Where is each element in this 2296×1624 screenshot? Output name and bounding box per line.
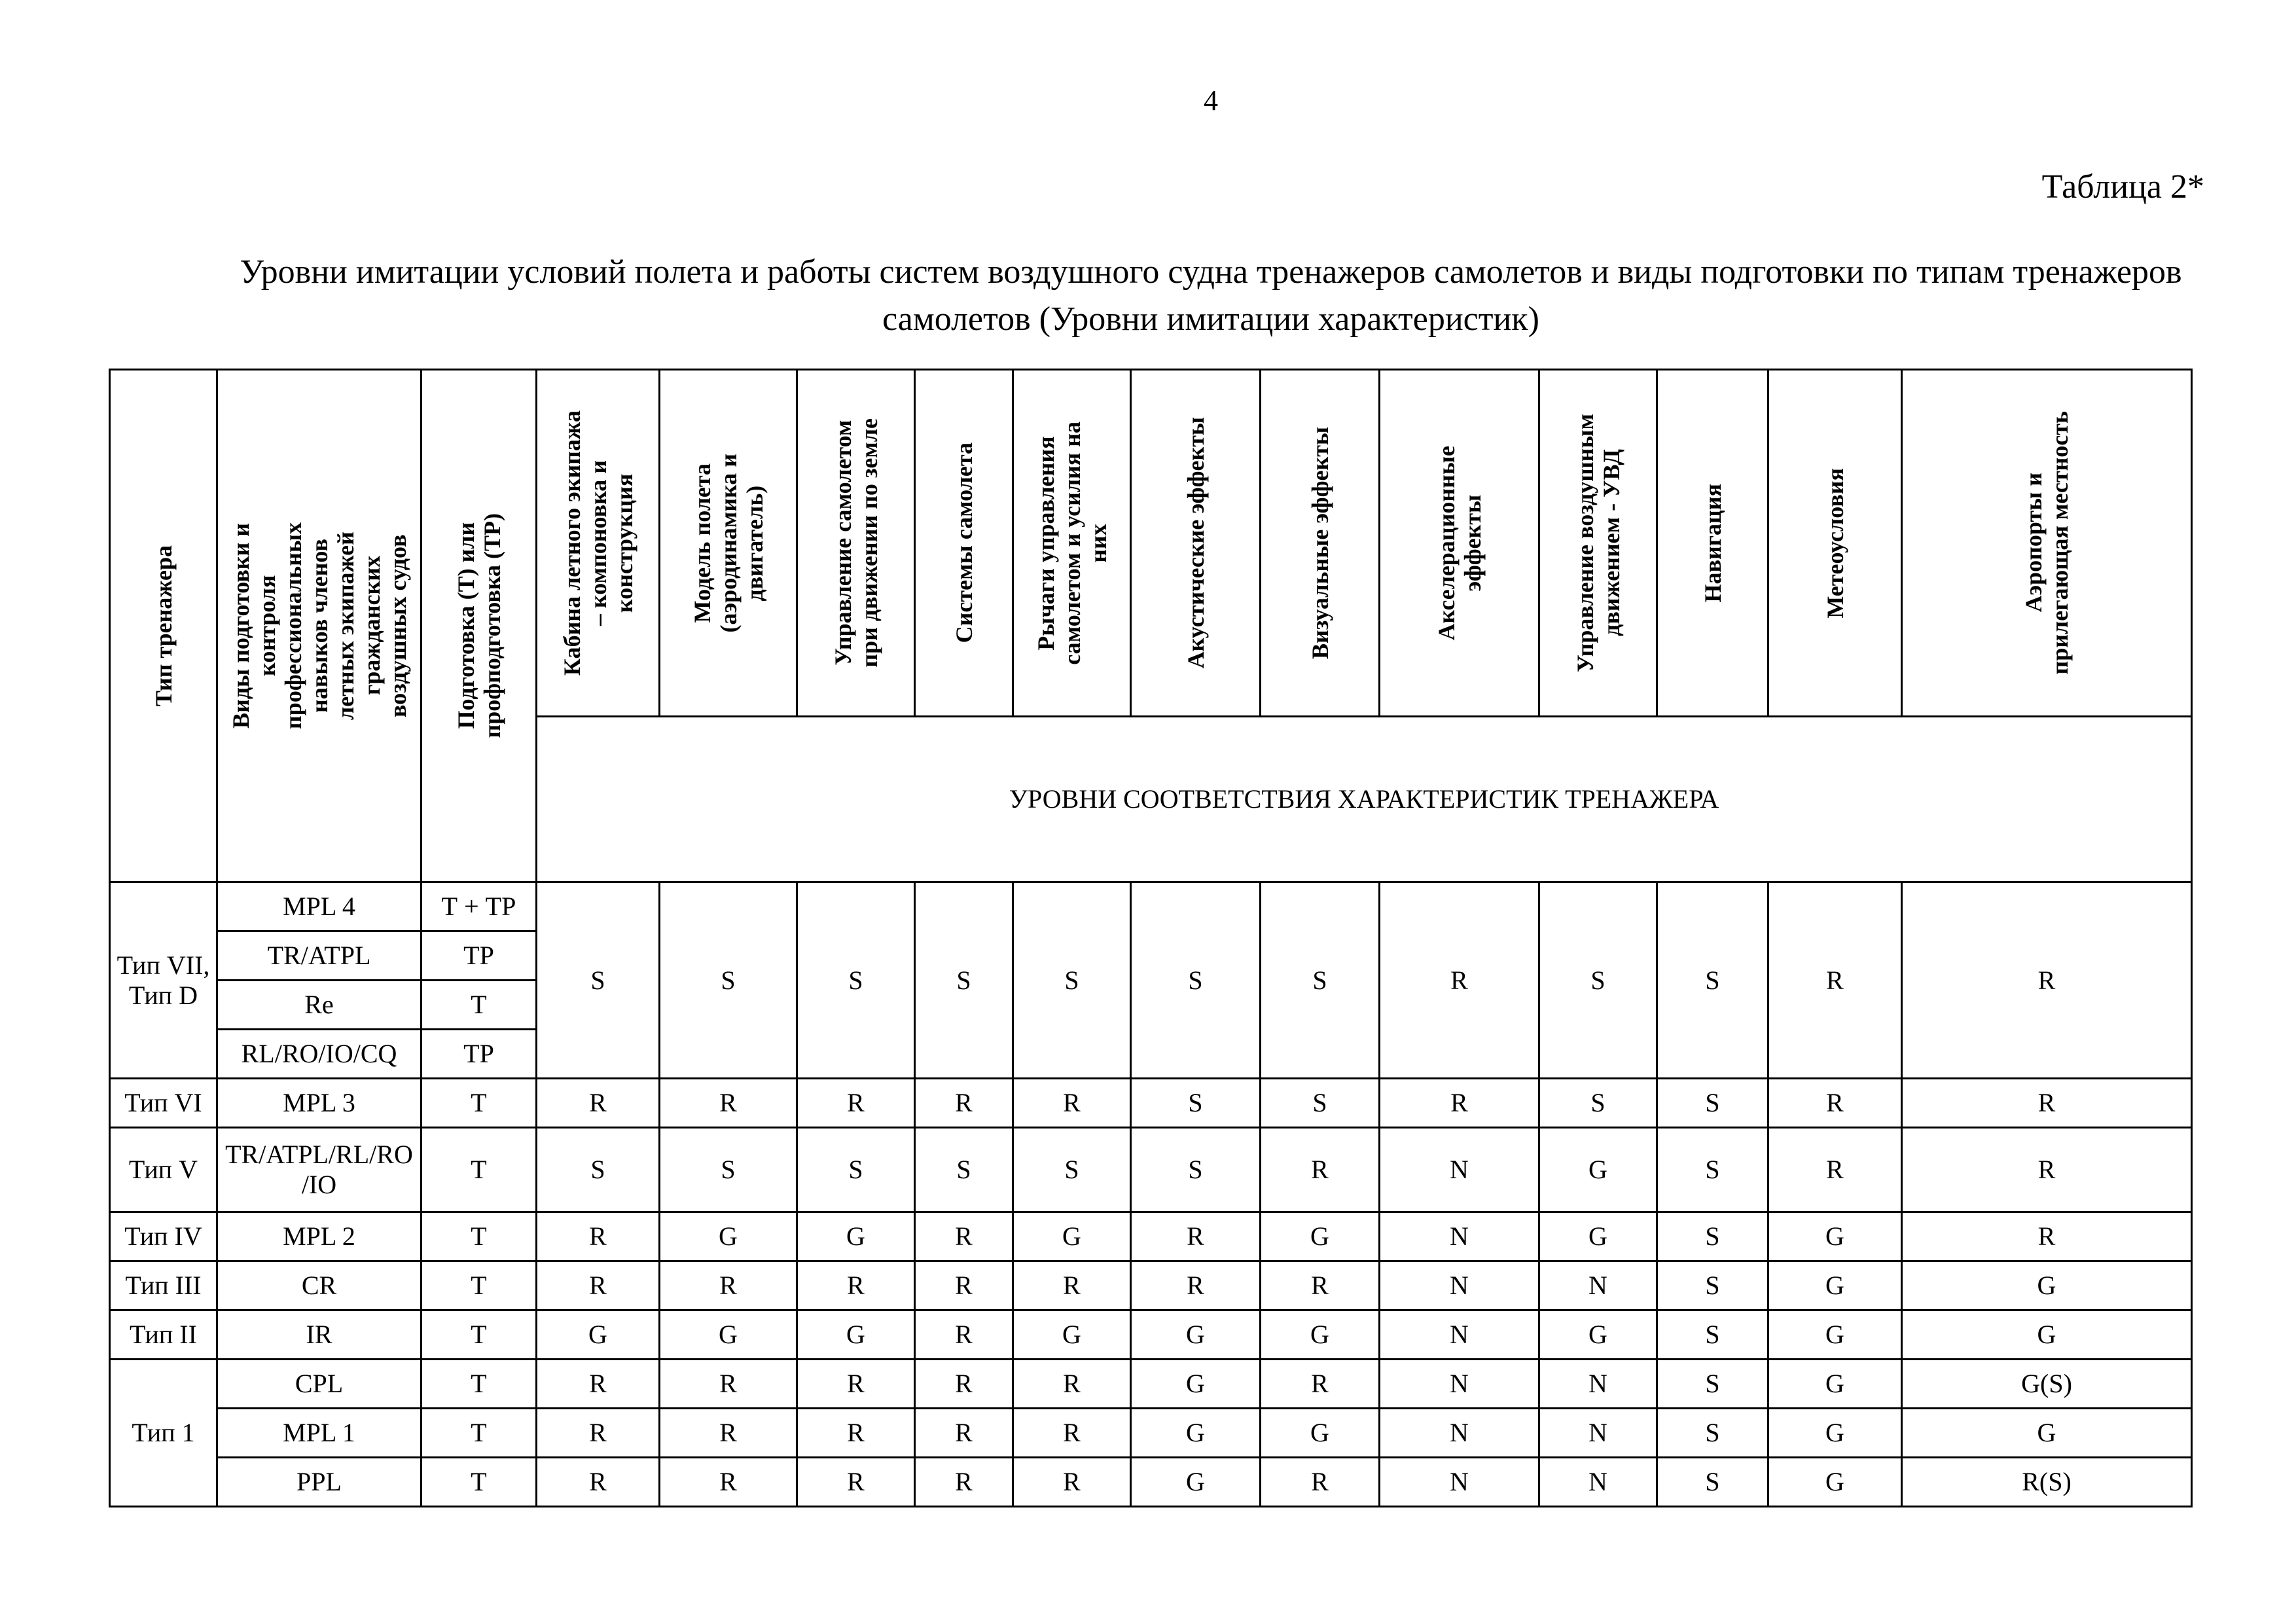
level-cell: R [915,1360,1013,1409]
training-kind-cell: RL/RO/IO/CQ [217,1030,422,1079]
level-cell: R [915,1079,1013,1128]
level-cell: R(S) [1902,1458,2192,1507]
type-cell: Тип III [110,1261,217,1310]
header-feature-ground-handling: Управление самолетом при движении по земле [797,370,915,717]
table-row [110,882,2192,931]
level-cell: R [1131,1212,1261,1261]
level-cell: G [1261,1310,1380,1360]
level-cell: R [797,1360,915,1409]
training-mode-cell: Т [422,1128,537,1212]
training-mode-cell: Т [422,1261,537,1310]
training-mode-cell: Т [422,1360,537,1409]
level-cell: R [1261,1261,1380,1310]
level-cell: S [1131,882,1261,1079]
level-cell: S [915,882,1013,1079]
level-cell: S [1657,1360,1768,1409]
training-mode-cell: ТР [422,1030,537,1079]
level-cell: R [1902,1079,2192,1128]
training-kind-cell: MPL 2 [217,1212,422,1261]
level-cell: N [1380,1360,1539,1409]
level-cell: G [1131,1409,1261,1458]
page-number: 4 [1204,84,1218,117]
training-mode-cell: Т + ТР [422,882,537,931]
training-kind-cell: Re [217,981,422,1030]
level-cell: R [1902,1128,2192,1212]
level-cell: R [1768,1079,1902,1128]
header-feature-atc: Управление воздушным движением - УВД [1539,370,1657,717]
training-kind-cell: MPL 1 [217,1409,422,1458]
level-cell: R [1013,1360,1131,1409]
header-feature-flight-controls: Рычаги управления самолетом и усилия на них [1013,370,1131,717]
level-cell: S [1657,1128,1768,1212]
level-cell: S [1131,1128,1261,1212]
level-cell: R [797,1079,915,1128]
level-cell: G [1131,1458,1261,1507]
level-cell: R [537,1409,660,1458]
training-kind-cell: TR/ATPL [217,931,422,981]
level-cell: G [797,1310,915,1360]
training-kind-cell: TR/ATPL/RL/RO /IO [217,1128,422,1212]
level-cell: S [1539,882,1657,1079]
level-cell: R [1013,1079,1131,1128]
level-cell: S [660,882,797,1079]
level-cell: R [1013,1409,1131,1458]
type-cell: Тип II [110,1310,217,1360]
header-feature-sound: Акустические эффекты [1131,370,1261,717]
level-cell: G [1261,1409,1380,1458]
level-cell: R [915,1261,1013,1310]
level-cell: S [1657,1261,1768,1310]
training-kind-cell: CR [217,1261,422,1310]
training-kind-cell: MPL 4 [217,882,422,931]
level-cell: R [660,1458,797,1507]
level-cell: R [915,1310,1013,1360]
level-cell: G(S) [1902,1360,2192,1409]
level-cell: S [797,882,915,1079]
table-row [110,1079,2192,1128]
table-row [110,1310,2192,1360]
level-cell: R [660,1409,797,1458]
level-cell: R [797,1261,915,1310]
level-cell: R [915,1458,1013,1507]
training-kind-cell: MPL 3 [217,1079,422,1128]
level-cell: G [1013,1310,1131,1360]
level-cell: G [1768,1458,1902,1507]
simulation-levels-table [109,369,2193,1507]
level-cell: S [1013,882,1131,1079]
type-cell: Тип VII, Тип D [110,882,217,1079]
level-cell: G [1261,1212,1380,1261]
level-cell: R [1261,1128,1380,1212]
level-cell: N [1380,1261,1539,1310]
level-cell: G [1539,1212,1657,1261]
level-cell: R [537,1458,660,1507]
level-cell: R [915,1409,1013,1458]
level-cell: N [1539,1458,1657,1507]
training-mode-cell: Т [422,1079,537,1128]
level-cell: R [1768,882,1902,1079]
header-feature-flight-model: Модель полета (аэродинамика и двигатель) [660,370,797,717]
level-cell: R [1768,1128,1902,1212]
type-cell: Тип IV [110,1212,217,1261]
level-cell: S [1657,1212,1768,1261]
header-compliance-band: УРОВНИ СООТВЕТСТВИЯ ХАРАКТЕРИСТИК ТРЕНАЖЕРА [537,717,2192,882]
level-cell: G [1768,1360,1902,1409]
table-row [110,1128,2192,1212]
level-cell: R [537,1360,660,1409]
level-cell: R [1902,882,2192,1079]
level-cell: S [1657,882,1768,1079]
training-kind-cell: IR [217,1310,422,1360]
header-feature-cockpit: Кабина летного экипажа – компоновка и конструкция [537,370,660,717]
level-cell: S [1657,1409,1768,1458]
table-row [110,1409,2192,1458]
level-cell: G [1768,1310,1902,1360]
training-kind-cell: PPL [217,1458,422,1507]
level-cell: N [1539,1261,1657,1310]
level-cell: S [537,1128,660,1212]
level-cell: G [1013,1212,1131,1261]
level-cell: G [1768,1409,1902,1458]
level-cell: S [1657,1310,1768,1360]
level-cell: R [660,1079,797,1128]
level-cell: R [1261,1360,1380,1409]
level-cell: R [1380,882,1539,1079]
level-cell: N [1380,1458,1539,1507]
level-cell: S [660,1128,797,1212]
level-cell: G [1902,1310,2192,1360]
level-cell: G [1539,1128,1657,1212]
level-cell: R [797,1458,915,1507]
type-cell: Тип VI [110,1079,217,1128]
training-kind-cell: CPL [217,1360,422,1409]
level-cell: G [1131,1360,1261,1409]
level-cell: N [1380,1310,1539,1360]
level-cell: R [1013,1458,1131,1507]
level-cell: S [797,1128,915,1212]
level-cell: N [1539,1409,1657,1458]
level-cell: R [797,1409,915,1458]
level-cell: R [660,1360,797,1409]
training-mode-cell: ТР [422,931,537,981]
level-cell: S [537,882,660,1079]
header-feature-navigation: Навигация [1657,370,1768,717]
level-cell: R [537,1079,660,1128]
level-cell: R [915,1212,1013,1261]
level-cell: S [1261,882,1380,1079]
header-feature-visual: Визуальные эффекты [1261,370,1380,717]
training-mode-cell: Т [422,1409,537,1458]
level-cell: S [915,1128,1013,1212]
level-cell: G [1902,1409,2192,1458]
level-cell: R [537,1261,660,1310]
training-mode-cell: Т [422,1458,537,1507]
level-cell: G [660,1212,797,1261]
level-cell: S [1657,1079,1768,1128]
header-type: Тип тренажера [110,370,217,882]
level-cell: N [1380,1212,1539,1261]
table-body [110,882,2192,1507]
level-cell: R [1013,1261,1131,1310]
table-row [110,1261,2192,1310]
header-feature-weather: Метеоусловия [1768,370,1902,717]
header-training-mode: Подготовка (Т) или профподготовка (ТР) [422,370,537,882]
level-cell: R [1902,1212,2192,1261]
level-cell: G [797,1212,915,1261]
level-cell: G [1539,1310,1657,1360]
level-cell: S [1657,1458,1768,1507]
level-cell: G [1768,1261,1902,1310]
level-cell: G [1131,1310,1261,1360]
type-cell: Тип 1 [110,1360,217,1507]
level-cell: S [1131,1079,1261,1128]
level-cell: N [1380,1409,1539,1458]
type-cell: Тип V [110,1128,217,1212]
level-cell: R [660,1261,797,1310]
header-feature-airports: Аэропорты и прилегающая местность [1902,370,2192,717]
level-cell: R [1131,1261,1261,1310]
level-cell: N [1380,1128,1539,1212]
level-cell: R [1261,1458,1380,1507]
level-cell: G [537,1310,660,1360]
level-cell: S [1539,1079,1657,1128]
training-mode-cell: Т [422,1212,537,1261]
table-row [110,1458,2192,1507]
table-header [110,370,2192,882]
level-cell: R [537,1212,660,1261]
table-row [110,1212,2192,1261]
level-cell: S [1013,1128,1131,1212]
level-cell: G [1768,1212,1902,1261]
document-title: Уровни имитации условий полета и работы систем воздушного судна тренажеров самолетов и виды подготовки по типам тренажеров самолетов (Уровни имитации характеристик) [240,253,2182,338]
level-cell: S [1261,1079,1380,1128]
table-label: Таблица 2* [2041,168,2204,206]
training-mode-cell: Т [422,981,537,1030]
training-mode-cell: Т [422,1310,537,1360]
level-cell: N [1539,1360,1657,1409]
level-cell: R [1380,1079,1539,1128]
level-cell: G [1902,1261,2192,1310]
header-feature-motion: Акселерационные эффекты [1380,370,1539,717]
level-cell: G [660,1310,797,1360]
table-row [110,1360,2192,1409]
header-feature-aircraft-systems: Системы самолета [915,370,1013,717]
header-training-kind: Виды подготовки и контроля профессиональных навыков членов летных экипажей гражданских воздушных судов [217,370,422,882]
